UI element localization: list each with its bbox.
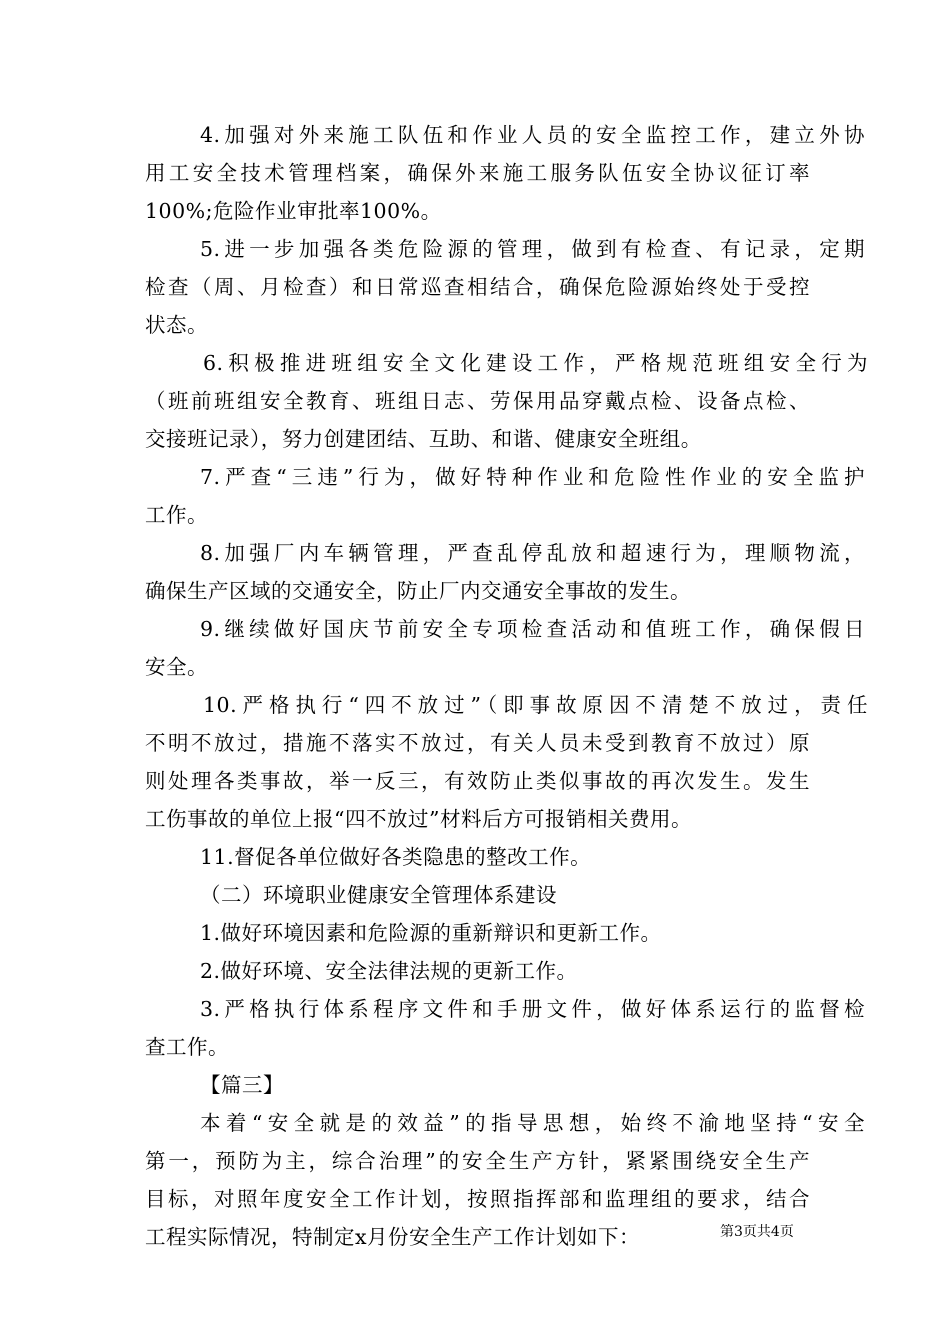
paragraph-line: 7.严查“三违”行为，做好特种作业和危险性作业的安全监护 [200, 465, 865, 489]
paragraph-line: 不明不放过，措施不落实不放过，有关人员未受到教育不放过）原 [145, 731, 810, 755]
paragraph-line: 2.做好环境、安全法律法规的更新工作。 [200, 959, 578, 983]
paragraph-line: 第一，预防为主，综合治理”的安全生产方针，紧紧围绕安全生产 [145, 1149, 810, 1173]
paragraph-line: 3.严格执行体系程序文件和手册文件，做好体系运行的监督检 [200, 997, 865, 1021]
paragraph-line: 安全。 [145, 655, 208, 679]
paragraph-line: 11.督促各单位做好各类隐患的整改工作。 [200, 845, 592, 869]
page-number: 第3页共4页 [720, 1224, 794, 1240]
paragraph-line: 5.进一步加强各类危险源的管理，做到有检查、有记录，定期 [200, 237, 865, 261]
paragraph-line: 目标，对照年度安全工作计划，按照指挥部和监理组的要求，结合 [145, 1187, 810, 1211]
paragraph-line: 10.严格执行“四不放过”（即事故原因不清楚不放过，责任 [203, 693, 868, 717]
paragraph-line: 检查（周、月检查）和日常巡查相结合，确保危险源始终处于受控 [145, 275, 810, 299]
section-heading: （二）环境职业健康安全管理体系建设 [200, 883, 557, 907]
paragraph-line: 则处理各类事故，举一反三，有效防止类似事故的再次发生。发生 [145, 769, 810, 793]
paragraph-line: 工伤事故的单位上报“四不放过”材料后方可报销相关费用。 [145, 807, 692, 831]
paragraph-line: （班前班组安全教育、班组日志、劳保用品穿戴点检、设备点检、 [145, 389, 810, 413]
paragraph-line: 4.加强对外来施工队伍和作业人员的安全监控工作，建立外协 [200, 123, 865, 147]
paragraph-line: 状态。 [145, 313, 208, 337]
paragraph-line: 交接班记录），努力创建团结、互助、和谐、健康安全班组。 [145, 427, 702, 451]
paragraph-line: 查工作。 [145, 1035, 229, 1059]
paragraph-line: 9.继续做好国庆节前安全专项检查活动和值班工作，确保假日 [200, 617, 865, 641]
paragraph-line: 100%;危险作业审批率100%。 [145, 199, 442, 223]
paragraph-line: 工作。 [145, 503, 208, 527]
paragraph-line: 8.加强厂内车辆管理，严查乱停乱放和超速行为，理顺物流， [200, 541, 865, 565]
paragraph-line: 1.做好环境因素和危险源的重新辩识和更新工作。 [200, 921, 662, 945]
paragraph-line: 确保生产区域的交通安全，防止厂内交通安全事故的发生。 [145, 579, 691, 603]
paragraph-line: 6.积极推进班组安全文化建设工作，严格规范班组安全行为 [203, 351, 868, 375]
paragraph-line: 本着“安全就是的效益”的指导思想，始终不渝地坚持“安全 [200, 1111, 865, 1135]
chapter-heading: 【篇三】 [200, 1073, 284, 1097]
paragraph-line: 工程实际情况，特制定x月份安全生产工作计划如下： [145, 1225, 641, 1249]
paragraph-line: 用工安全技术管理档案，确保外来施工服务队伍安全协议征订率 [145, 161, 810, 185]
